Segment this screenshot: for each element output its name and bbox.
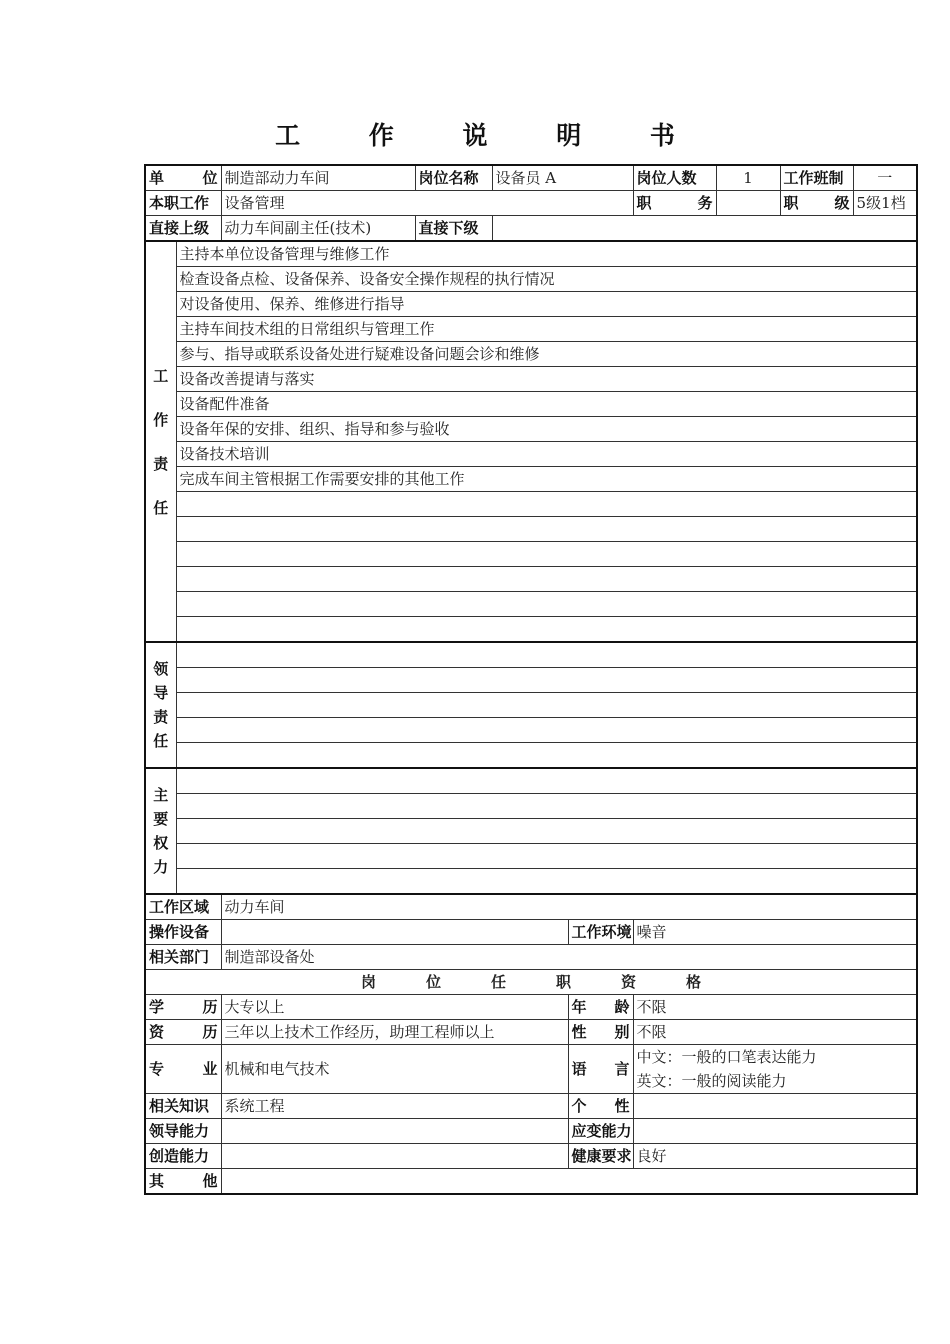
authority-item[interactable]: [176, 869, 917, 895]
authority-section: [145, 768, 917, 894]
language-label: 语 言: [568, 1045, 633, 1094]
personality-label: 个 性: [568, 1094, 633, 1119]
job-description-table: [144, 164, 918, 1195]
education-value[interactable]: 大专以上: [221, 995, 568, 1020]
authority-item[interactable]: [176, 819, 917, 844]
related-dept-label: 相关部门: [145, 945, 221, 970]
responsibilities-side-label: 工 作 责 任: [145, 241, 176, 642]
shift-value[interactable]: 一: [853, 165, 917, 191]
major-label: 专 业: [145, 1045, 221, 1094]
leadership-item[interactable]: [176, 642, 917, 668]
other-label: 其 他: [145, 1169, 221, 1195]
work-env-value[interactable]: 噪音: [633, 920, 917, 945]
adaptability-label: 应变能力: [568, 1119, 633, 1144]
age-label: 年 龄: [568, 995, 633, 1020]
experience-label: 资 历: [145, 1020, 221, 1045]
language-chinese: 中文：一般的口笔表达能力: [636, 1048, 817, 1066]
subordinate-value[interactable]: [492, 216, 917, 242]
leadership-item[interactable]: [176, 693, 917, 718]
responsibility-item[interactable]: [176, 617, 917, 643]
responsibility-item[interactable]: 设备配件准备: [176, 392, 917, 417]
knowledge-value[interactable]: 系统工程: [221, 1094, 568, 1119]
health-label: 健康要求: [568, 1144, 633, 1169]
leadership-section: [145, 642, 917, 768]
rank-value[interactable]: 5级1档: [853, 191, 917, 216]
leadership-item[interactable]: [176, 668, 917, 693]
knowledge-label: 相关知识: [145, 1094, 221, 1119]
work-area-value[interactable]: 动力车间: [221, 894, 917, 920]
responsibility-item[interactable]: 设备技术培训: [176, 442, 917, 467]
duty-label: 职 务: [633, 191, 716, 216]
leadership-item[interactable]: [176, 718, 917, 743]
subordinate-label: 直接下级: [415, 216, 492, 242]
equipment-value[interactable]: [221, 920, 568, 945]
qualifications-heading: 岗位任职资格: [145, 970, 917, 995]
unit-value[interactable]: 制造部动力车间: [221, 165, 415, 191]
leadership-ability-value[interactable]: [221, 1119, 568, 1144]
creativity-value[interactable]: [221, 1144, 568, 1169]
rank-label: 职 级: [780, 191, 853, 216]
gender-label: 性 别: [568, 1020, 633, 1045]
responsibility-item[interactable]: [176, 567, 917, 592]
shift-label: 工作班制: [780, 165, 853, 191]
post-name-value[interactable]: 设备员 A: [492, 165, 633, 191]
document-title: 工 作 说 明 书: [275, 121, 705, 150]
main-work-label: 本职工作: [145, 191, 221, 216]
education-label: 学 历: [145, 995, 221, 1020]
work-env-label: 工作环境: [568, 920, 633, 945]
responsibility-item[interactable]: 参与、指导或联系设备处进行疑难设备问题会诊和维修: [176, 342, 917, 367]
superior-label: 直接上级: [145, 216, 221, 242]
post-name-label: 岗位名称: [415, 165, 492, 191]
language-value[interactable]: [633, 1045, 917, 1094]
responsibility-item[interactable]: 主持车间技术组的日常组织与管理工作: [176, 317, 917, 342]
related-dept-value[interactable]: 制造部设备处: [221, 945, 917, 970]
age-value[interactable]: 不限: [633, 995, 917, 1020]
leadership-ability-label: 领导能力: [145, 1119, 221, 1144]
unit-label: 单 位: [145, 165, 221, 191]
gender-value[interactable]: 不限: [633, 1020, 917, 1045]
responsibility-item[interactable]: [176, 517, 917, 542]
experience-value[interactable]: 三年以上技术工作经历，助理工程师以上: [221, 1020, 568, 1045]
adaptability-value[interactable]: [633, 1119, 917, 1144]
responsibilities-section: [145, 241, 917, 642]
responsibility-item[interactable]: [176, 592, 917, 617]
other-value[interactable]: [221, 1169, 917, 1195]
responsibility-item[interactable]: 对设备使用、保养、维修进行指导: [176, 292, 917, 317]
authority-side-label: 主 要 权 力: [145, 768, 176, 894]
leadership-side-label: 领 导 责 任: [145, 642, 176, 768]
duty-value[interactable]: [716, 191, 780, 216]
responsibility-item[interactable]: 主持本单位设备管理与维修工作: [176, 241, 917, 267]
responsibility-item[interactable]: [176, 492, 917, 517]
superior-value[interactable]: 动力车间副主任(技术): [221, 216, 415, 242]
responsibility-item[interactable]: 完成车间主管根据工作需要安排的其他工作: [176, 467, 917, 492]
authority-item[interactable]: [176, 794, 917, 819]
work-area-label: 工作区域: [145, 894, 221, 920]
health-value[interactable]: 良好: [633, 1144, 917, 1169]
equipment-label: 操作设备: [145, 920, 221, 945]
language-english: 英文：一般的阅读能力: [636, 1072, 787, 1090]
headcount-label: 岗位人数: [633, 165, 716, 191]
responsibility-item[interactable]: 设备改善提请与落实: [176, 367, 917, 392]
personality-value[interactable]: [633, 1094, 917, 1119]
responsibility-item[interactable]: [176, 542, 917, 567]
leadership-item[interactable]: [176, 743, 917, 769]
authority-item[interactable]: [176, 768, 917, 794]
creativity-label: 创造能力: [145, 1144, 221, 1169]
major-value[interactable]: 机械和电气技术: [221, 1045, 568, 1094]
main-work-value[interactable]: 设备管理: [221, 191, 633, 216]
responsibility-item[interactable]: 设备年保的安排、组织、指导和参与验收: [176, 417, 917, 442]
authority-item[interactable]: [176, 844, 917, 869]
responsibility-item[interactable]: 检查设备点检、设备保养、设备安全操作规程的执行情况: [176, 267, 917, 292]
headcount-value[interactable]: 1: [716, 165, 780, 191]
